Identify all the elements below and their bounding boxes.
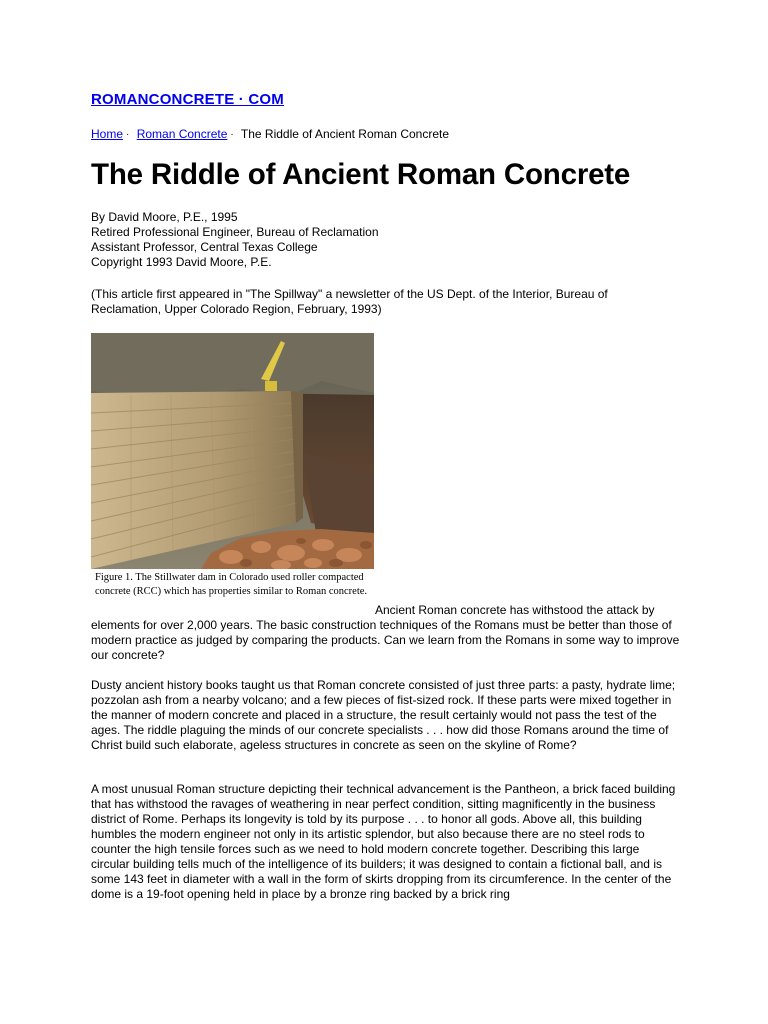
breadcrumb-current: The Riddle of Ancient Roman Concrete: [240, 127, 450, 141]
breadcrumb: [91, 127, 449, 141]
byline-role: Retired Professional Engineer, Bureau of Reclamation: [91, 225, 379, 239]
paragraph-1-lead: Ancient Roman concrete has withstood the attack by: [375, 603, 655, 617]
article-byline: [91, 210, 379, 270]
breadcrumb-separator: ·: [230, 129, 234, 140]
byline-author: By David Moore, P.E., 1995: [91, 210, 238, 224]
dam-photo: [91, 333, 374, 569]
site-title-link[interactable]: ROMANCONCRETE · COM: [91, 91, 284, 108]
byline-copyright: Copyright 1993 David Moore, P.E.: [91, 255, 272, 269]
article-title: The Riddle of Ancient Roman Concrete: [91, 158, 631, 191]
figure-caption: Figure 1. The Stillwater dam in Colorado used roller compacted concrete (RCC) which has properties similar to Roman concrete.: [95, 572, 368, 597]
article-paragraph-1: [91, 603, 681, 663]
article-paragraph-3: A most unusual Roman structure depicting their technical advancement is the Pantheon, a brick faced building that has withstood the ravages of weathering in near perfect condition, sitting magnificently in the business district of Rome. Perhaps its longevity is told by its purpose . . . to honor all gods. Above all, this building humbles the modern engineer not only in its artistic splendor, but also because there are no steel rods to counter the high tensile forces such as we need to hold modern concrete together. Describing this large circular building tells much of the intelligence of its builders; it was designed to contain a fictional ball, and is some 143 feet in diameter with a wall in the form of skirts dropping from its circumference. In the center of the dome is a 19-foot opening held in place by a bronze ring backed by a brick ring: [91, 782, 676, 901]
breadcrumb-roman-concrete-link[interactable]: Roman Concrete: [136, 127, 228, 141]
paragraph-1-body: elements for over 2,000 years. The basic construction techniques of the Romans must be better than those of modern practice as judged by comparing the products. Can we learn from the Romans in some way to improve our concrete?: [91, 618, 680, 662]
publication-note: (This article first appeared in "The Spillway" a newsletter of the US Dept. of the Interior, Bureau of Reclamation, Upper Colorado Region, February, 1993): [91, 287, 608, 316]
document-page: [91, 0, 681, 1024]
article-paragraph-2: Dusty ancient history books taught us that Roman concrete consisted of just three parts: a pasty, hydrate lime; pozzolan ash from a nearby volcano; and a few pieces of fist-sized rock. If these parts were mixed together in the manner of modern concrete and placed in a structure, the result certainly would not pass the test of the ages. The riddle plaguing the minds of our concrete specialists . . . how did those Romans around the time of Christ build such elaborate, ageless structures in concrete as seen on the skyline of Rome?: [91, 678, 676, 752]
byline-affiliation: Assistant Professor, Central Texas College: [91, 240, 318, 254]
breadcrumb-separator: ·: [126, 129, 130, 140]
breadcrumb-home-link[interactable]: Home: [91, 127, 124, 141]
